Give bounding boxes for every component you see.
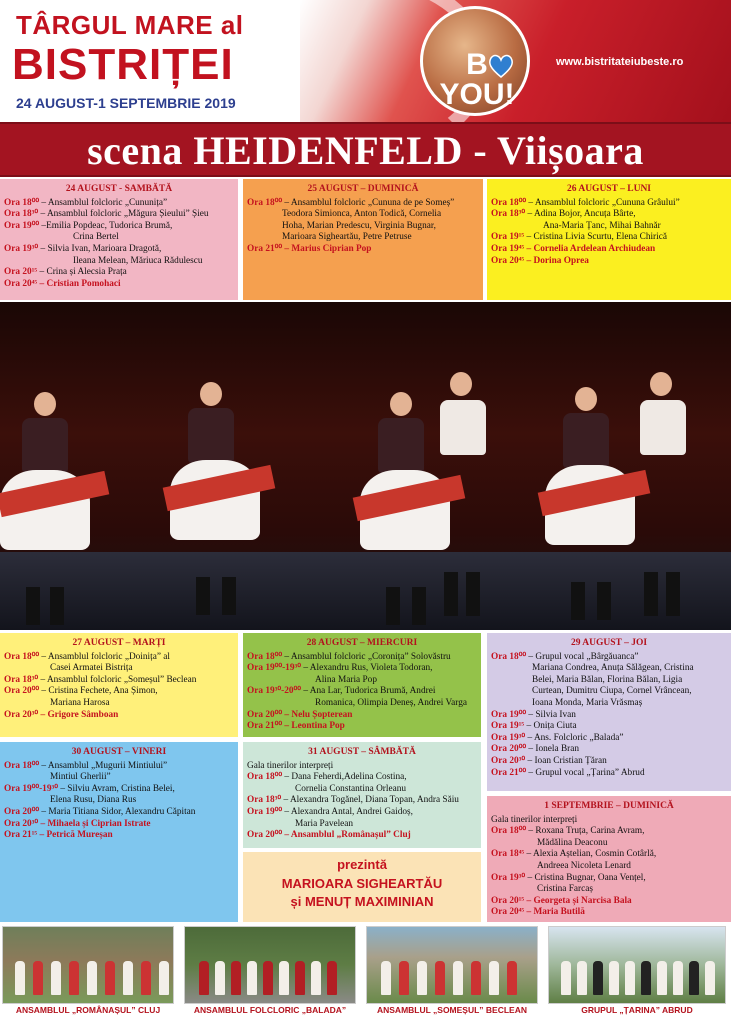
- day-box-sep1: [487, 796, 731, 922]
- day-title: 26 AUGUST – LUNI: [566, 184, 652, 194]
- schedule-line: Ora 20³⁰ – Ioan Cristian Țăran: [491, 755, 607, 766]
- schedule-line: Ora 18⁰⁰ – Ansamblul folcloric „Cununa Grâului”: [491, 197, 680, 208]
- schedule-line: Ora 19³⁰ – Silvia Ivan, Marioara Dragotă, Ileana Melean, Măriuca Rădulescu: [4, 243, 203, 266]
- day-title: 25 AUGUST – DUMINICĂ: [307, 184, 419, 194]
- schedule-line: Ora 18³⁰ – Ansamblul folcloric „Măgura Șieului” Șieu: [4, 209, 209, 220]
- day-box-aug28: [243, 633, 481, 737]
- presenter-names-line1: MARIOARA SIGHEARTĂU: [281, 876, 443, 891]
- group-photo-somesul: [366, 926, 538, 1004]
- schedule-line: Ora 19¹⁵ – Cristina Livia Scurtu, Elena Chirică: [491, 232, 667, 243]
- presenters-box: [243, 852, 481, 922]
- day-title: 30 AUGUST – VINERI: [71, 747, 167, 757]
- schedule-line: Ora 19⁰⁰-19³⁰ – Alexandru Rus, Violeta Todoran, Alina Maria Pop: [247, 663, 433, 685]
- folk-dance-photo: [0, 302, 731, 630]
- schedule-line: Ora 18⁰⁰ – Ansamblul „Mugurii Mintiului” Mintiul Gherlii”: [4, 760, 168, 783]
- header: [0, 0, 731, 122]
- caption-somesul: ANSAMBLUL „SOMEȘUL” BECLEAN: [376, 1005, 527, 1015]
- caption-tarina: GRUPUL „ȚARINA” ABRUD: [581, 1005, 693, 1015]
- schedule-line-highlight: Ora 20⁴⁵ – Cristian Pomohaci: [4, 278, 121, 289]
- schedule-line-highlight: Ora 20⁰⁰ – Ansamblul „Românașul” Cluj: [247, 830, 411, 841]
- day-title: 24 AUGUST - SAMBĂTĂ: [65, 184, 173, 194]
- schedule-line: Ora 20⁰⁰ – Ionela Bran: [491, 744, 580, 755]
- caption-balada: ANSAMBLUL FOLCLORIC „BALADA”: [193, 1005, 347, 1015]
- day-title: 31 AUGUST – SÂMBĂTĂ: [308, 747, 416, 757]
- schedule-line: Ora 18³⁰ – Adina Bojor, Ancuța Bârte, Ana-Maria Țanc, Mihai Bahnăr: [491, 209, 661, 231]
- schedule-line-highlight: Ora 20⁴⁵ – Maria Butilă: [491, 907, 585, 918]
- schedule-line: Ora 19⁰⁰ – Silvia Ivan: [491, 709, 576, 720]
- event-title-line1: TÂRGUL MARE al: [16, 10, 244, 40]
- schedule-line: Ora 18⁰⁰ – Ansamblul folcloric „Cununa de pe Someș” Teodora Simionca, Anton Todică, Cornelia Hoha, Marian Predescu, Virginia Bugnar, Marioara Sigheartău, Petre Petruse: [247, 197, 455, 243]
- schedule-line: Ora 21⁰⁰ – Grupul vocal „Țarina” Abrud: [491, 767, 645, 778]
- schedule-line: Ora 19³⁰-20⁰⁰ – Ana Lar, Tudorica Brumă, Andrei Romanica, Olimpia Deneș, Andrei Varga: [247, 686, 467, 708]
- stage-title: scena HEIDENFELD - Viișoara: [87, 128, 644, 173]
- schedule-line: Ora 18⁰⁰ – Ansamblul folcloric „Cununița”: [4, 197, 168, 208]
- heart-icon: [488, 54, 514, 78]
- caption-romanasul: ANSAMBLUL „ROMÂNAȘUL” CLUJ: [15, 1005, 161, 1015]
- day-box-aug24: [0, 179, 238, 300]
- b-you-logo: B YOU!: [439, 48, 515, 111]
- schedule-line: Ora 18³⁰ – Ansamblul folcloric „Someșul” Beclean: [4, 674, 197, 685]
- schedule-line: Ora 19⁰⁰ –Emilia Popdeac, Tudorica Brumă, Crina Bertel: [4, 220, 173, 243]
- schedule-line-highlight: Ora 20⁴⁵ – Dorina Oprea: [491, 255, 589, 266]
- day-box-aug25: [243, 179, 483, 300]
- day-box-aug29: [487, 633, 731, 791]
- stage-floor: [0, 552, 731, 630]
- schedule-line: Ora 18⁴⁵ – Alexia Aștelian, Cosmin Cotârlă, Andreea Nicoleta Lenard: [491, 849, 657, 871]
- day-box-aug26: [487, 179, 731, 300]
- day-title: 1 SEPTEMBRIE – DUMINICĂ: [544, 801, 674, 811]
- stage-banner: [0, 122, 731, 177]
- schedule-line-highlight: Ora 19⁴⁵ – Cornelia Ardelean Archiudean: [491, 243, 656, 254]
- schedule-line: Ora 18⁰⁰ – Ansamblul folcloric „Doinița” al Casei Armatei Bistrița: [4, 651, 170, 674]
- schedule-line-highlight: Ora 20³⁰ – Grigore Sâmboan: [4, 709, 119, 720]
- presents-label: prezintă: [337, 857, 387, 872]
- website-link[interactable]: www.bistritateiubeste.ro: [556, 56, 684, 68]
- day-title: 29 AUGUST – JOI: [570, 638, 648, 648]
- schedule-line: Ora 19⁰⁰-19³⁰ – Silviu Avram, Cristina Belei, Elena Rusu, Diana Rus: [4, 783, 175, 806]
- schedule-line-highlight: Ora 20⁰⁰ – Nelu Șopterean: [247, 709, 353, 720]
- gala-subtitle: Gala tinerilor interpreți: [247, 760, 334, 771]
- schedule-line-highlight: Ora 21⁰⁰ – Leontina Pop: [247, 721, 345, 732]
- event-date-range: 24 AUGUST-1 SEPTEMBRIE 2019: [16, 95, 236, 111]
- day-box-aug31: [243, 742, 481, 848]
- schedule-line-highlight: Ora 20¹⁵ – Georgeta și Narcisa Bala: [491, 895, 632, 906]
- group-photo-romanasul: [2, 926, 174, 1004]
- day-box-aug27: [0, 633, 238, 737]
- schedule-line: Ora 19¹⁵ – Onița Ciuta: [491, 721, 577, 732]
- schedule-line: Ora 20⁰⁰ – Maria Titiana Sidor, Alexandru Căpitan: [4, 806, 196, 817]
- group-photo-balada: [184, 926, 356, 1004]
- gala-subtitle: Gala tinerilor interpreți: [491, 814, 578, 825]
- schedule-line-highlight: Ora 20³⁰ – Mihaela și Ciprian Istrate: [4, 818, 151, 829]
- presenter-names-line2: și MENUȚ MAXIMINIAN: [290, 894, 434, 909]
- schedule-line: Ora 18³⁰ – Alexandra Togănel, Diana Topan, Andra Săiu: [247, 795, 459, 806]
- schedule-line: Ora 19³⁰ – Cristina Bugnar, Oana Vențel, Cristina Farcaș: [491, 872, 646, 895]
- day-title: 27 AUGUST – MARȚI: [72, 638, 166, 648]
- group-photo-tarina: [548, 926, 726, 1004]
- day-box-aug30: [0, 742, 238, 922]
- event-title-line2: BISTRIȚEI: [12, 40, 234, 89]
- schedule-line: Ora 19³⁰ – Ans. Folcloric „Balada”: [491, 732, 624, 743]
- schedule-line: Ora 20⁰⁰ – Cristina Fechete, Ana Șimon, Mariana Harosa: [4, 686, 158, 708]
- schedule-line: Ora 18⁰⁰ – Roxana Truța, Carina Avram, Mădălina Deaconu: [491, 826, 645, 848]
- schedule-line: Ora 18⁰⁰ – Grupul vocal „Bârgăuanca” Mariana Condrea, Anuța Sălăgean, Cristina Belei, Maria Bălan, Florina Bălan, Ligia Curtean, Dumitru Ciupa, Cornel Vrâncean, Ioana Monda, Maria Vrăsmaș: [491, 651, 694, 708]
- schedule-line: Ora 18⁰⁰ – Ansamblul folcloric „Coronița” Solovăstru: [247, 651, 451, 662]
- schedule-line-highlight: Ora 21¹⁵ – Petrică Mureșan: [4, 830, 113, 841]
- schedule-line: Ora 19⁰⁰ – Alexandra Antal, Andrei Gaidoș, Maria Pavelean: [247, 806, 413, 829]
- day-title: 28 AUGUST – MIERCURI: [306, 638, 418, 648]
- schedule-line: Ora 18⁰⁰ – Dana Feherdi,Adelina Costina, Cornelia Constantina Orleanu: [247, 772, 407, 794]
- schedule-line-highlight: Ora 21⁰⁰ – Marius Ciprian Pop: [247, 243, 372, 254]
- schedule-line: Ora 20¹⁵ – Crina și Alecsia Prața: [4, 267, 127, 278]
